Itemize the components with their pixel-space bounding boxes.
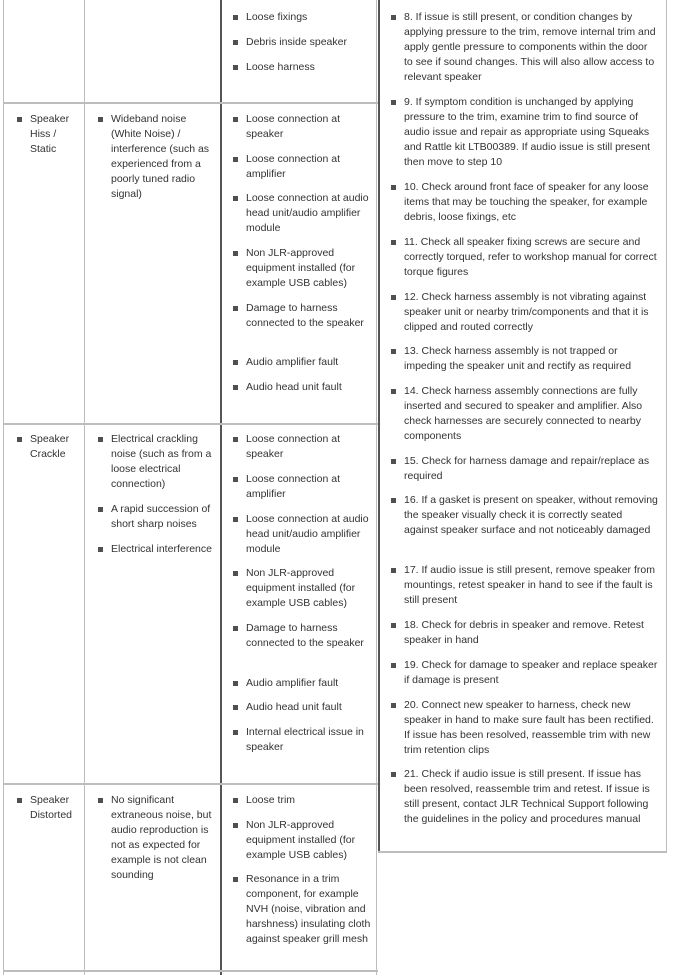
list-item: Non JLR-approved equipment installed (for example USB cables)	[233, 566, 373, 611]
list-item: Audio amplifier fault	[233, 355, 373, 370]
table-border-col2	[220, 0, 222, 975]
step-item: 19. Check for damage to speaker and replace speaker if damage is present	[391, 658, 659, 688]
step-item: 11. Check all speaker fixing screws are secure and correctly torqued, refer to workshop manual for correct torque figures	[391, 235, 659, 280]
list-item: No significant extraneous noise, but audio reproduction is not as expected for example is not clean sounding	[98, 793, 218, 883]
list-item: Loose connection at audio head unit/audio amplifier module	[233, 512, 373, 557]
list-item: Wideband noise (White Noise) / interference (such as experienced from a poorly tuned radio signal)	[98, 112, 218, 202]
list-item: Loose fixings	[233, 10, 373, 25]
step-item: 21. Check if audio issue is still present. If issue has been resolved, reassemble trim and retest. If issue is still present, contact JLR Technical Support following the guidelines in the policy and procedures manual	[391, 767, 659, 827]
list-item: Electrical interference	[98, 542, 218, 557]
list-item: Damage to harness connected to the speaker	[233, 621, 373, 651]
list-item: Loose harness	[233, 60, 373, 75]
row-divider-1	[3, 102, 378, 104]
list-item: Loose connection at audio head unit/audio amplifier module	[233, 191, 373, 236]
row-divider-2	[3, 423, 378, 425]
step-item: 9. If symptom condition is unchanged by applying pressure to the trim, examine trim to find source of audio issue and repair as appropriate using Squeaks and Rattle kit LTB00389. If audio issue is still present then move to step 10	[391, 95, 659, 170]
table-border-col3b	[378, 0, 380, 853]
step-item: 8. If issue is still present, or condition changes by applying pressure to the trim, remove internal trim and apply gentle pressure to components within the door to see if sound changes. This will also allow access to relevant speaker	[391, 10, 659, 85]
list-item: Debris inside speaker	[233, 35, 373, 50]
list-item: Resonance in a trim component, for example NVH (noise, vibration and harshness) insulating cloth against speaker grill mesh	[233, 872, 373, 947]
list-item: Loose connection at speaker	[233, 112, 373, 142]
step-item: 15. Check for harness damage and repair/replace as required	[391, 454, 659, 484]
table-border-left	[3, 0, 4, 975]
step-item: 12. Check harness assembly is not vibrating against speaker unit or nearby trim/components and that it is clipped and routed correctly	[391, 290, 659, 335]
step-item: 16. If a gasket is present on speaker, without removing the speaker visually check it is correctly seated against speaker surface and not noticeably damaged	[391, 493, 659, 538]
step-item: 10. Check around front face of speaker for any loose items that may be touching the speaker, for example debris, loose fixings, etc	[391, 180, 659, 225]
list-item: Electrical crackling noise (such as from a loose electrical connection)	[98, 432, 218, 492]
step-item: 18. Check for debris in speaker and remove. Retest speaker in hand	[391, 618, 659, 648]
list-item: Internal electrical issue in speaker	[233, 725, 373, 755]
row-divider-3	[3, 783, 378, 785]
table-border-right	[666, 0, 667, 853]
symptom-label: Speaker Hiss / Static	[17, 112, 83, 157]
steps-border-bottom	[378, 851, 667, 853]
table-border-col3	[376, 0, 377, 975]
step-item: 14. Check harness assembly connections are fully inserted and secured to speaker and amplifier. Also check harnesses are securely connected to nearby components	[391, 384, 659, 444]
list-item: Loose trim	[233, 793, 373, 808]
table-border-bottom	[3, 970, 378, 972]
step-item: 17. If audio issue is still present, remove speaker from mountings, retest speaker in hand to see if the fault is still present	[391, 563, 659, 608]
step-item: 13. Check harness assembly is not trapped or impeding the speaker unit and rectify as required	[391, 344, 659, 374]
list-item: Non JLR-approved equipment installed (for example USB cables)	[233, 818, 373, 863]
list-item: Non JLR-approved equipment installed (for example USB cables)	[233, 246, 373, 291]
list-item: Loose connection at amplifier	[233, 152, 373, 182]
symptom-label: Speaker Crackle	[17, 432, 83, 462]
list-item: A rapid succession of short sharp noises	[98, 502, 218, 532]
list-item: Loose connection at amplifier	[233, 472, 373, 502]
list-item: Damage to harness connected to the speaker	[233, 301, 373, 331]
symptom-label: Speaker Distorted	[17, 793, 83, 823]
list-item: Audio amplifier fault	[233, 676, 373, 691]
table-border-col1	[84, 0, 85, 975]
step-item: 20. Connect new speaker to harness, check new speaker in hand to make sure fault has been rectified. If issue has been resolved, reassemble trim with new trim retention clips	[391, 698, 659, 758]
list-item: Loose connection at speaker	[233, 432, 373, 462]
list-item: Audio head unit fault	[233, 380, 373, 395]
list-item: Audio head unit fault	[233, 700, 373, 715]
